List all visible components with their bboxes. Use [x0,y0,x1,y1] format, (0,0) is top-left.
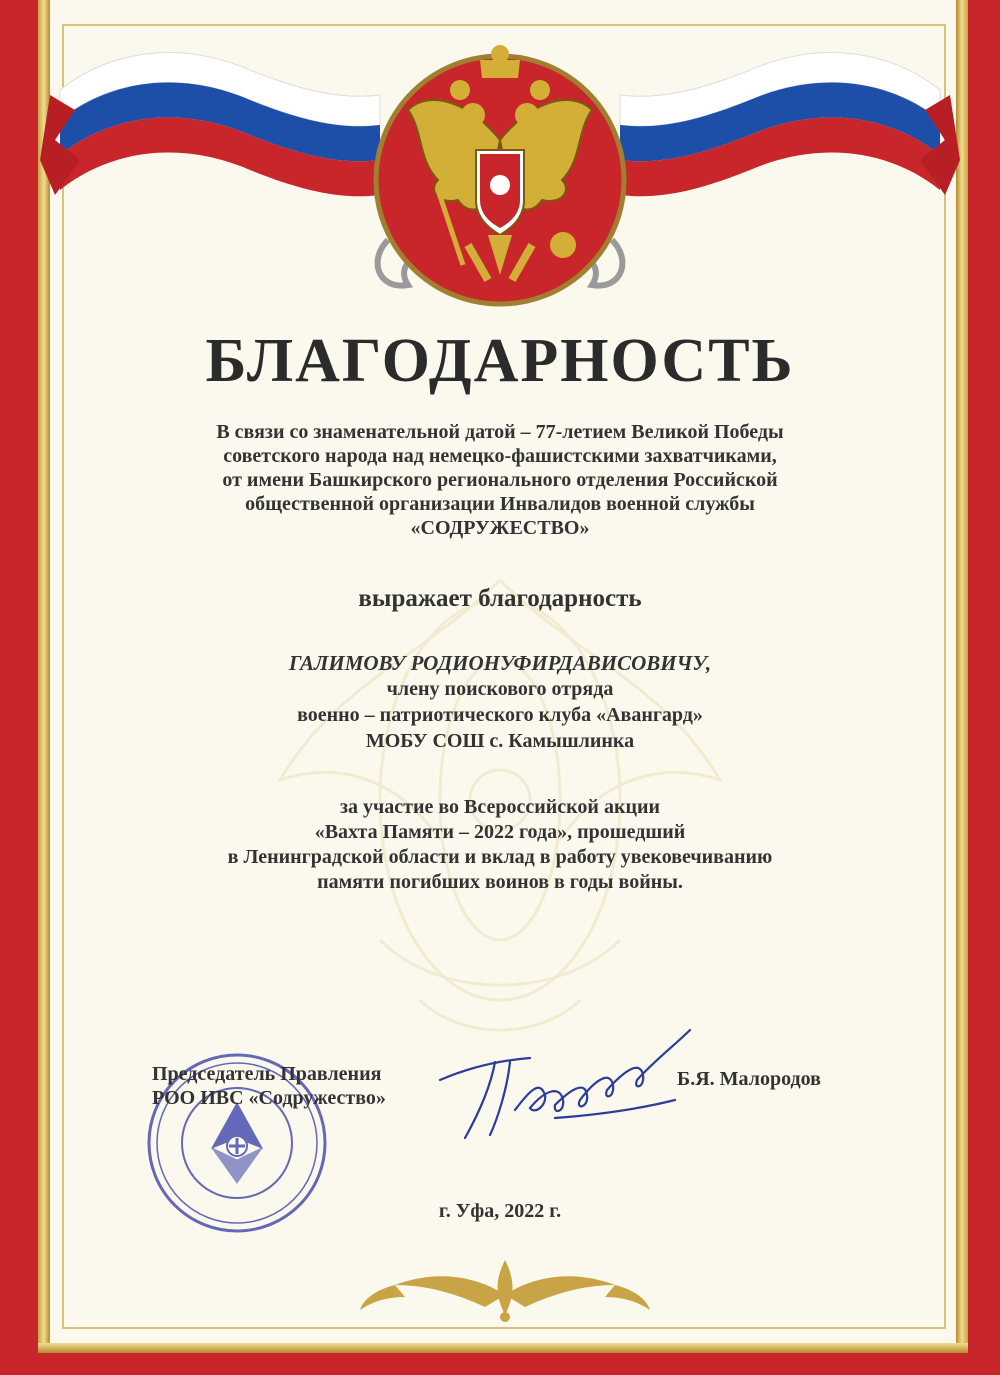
signatory-name: Б.Я. Малородов [677,1068,821,1090]
recipient-line: военно – патриотического клуба «Авангард» [297,704,703,726]
gold-border-bottom [38,1343,968,1353]
reason-line: за участие во Всероссийской акции [339,796,661,818]
reason-line: памяти погибших воинов в годы войны. [317,871,683,893]
intro-line: от имени Башкирского регионального отделения Российской [222,469,778,491]
intro-line: советского народа над немецко-фашистскими захватчиками, [223,445,777,467]
reason-line: в Ленинградской области и вклад в работу увековечиванию [227,846,773,868]
place-date: г. Уфа, 2022 г. [438,1200,562,1222]
expresses-gratitude: выражает благодарность [358,585,642,612]
position-line: Председатель Правления [152,1063,382,1085]
intro-paragraph [0,420,1000,540]
reason-line: «Вахта Памяти – 2022 года», прошедший [314,821,686,843]
gold-ornament-icon [355,1255,655,1325]
recipient-line: МОБУ СОШ с. Камышлинка [365,730,635,752]
intro-line: «СОДРУЖЕСТВО» [410,517,590,539]
intro-line: В связи со знаменательной датой – 77-летием Великой Победы [216,421,784,443]
signatory-position [152,1062,386,1110]
recipient-block [0,650,1000,754]
recipient-line: члену поискового отряда [386,678,614,700]
certificate-title: БЛАГОДАРНОСТЬ [205,327,795,395]
double-headed-eagle-emblem-icon [368,30,632,330]
recipient-name: ГАЛИМОВУ РОДИОНУФИРДАВИСОВИЧУ, [288,651,712,675]
handwritten-signature-icon [435,1020,705,1150]
position-line: РОО ИВС «Содружество» [152,1087,386,1109]
reason-paragraph [0,795,1000,895]
intro-line: общественной организации Инвалидов военной службы [245,493,755,515]
